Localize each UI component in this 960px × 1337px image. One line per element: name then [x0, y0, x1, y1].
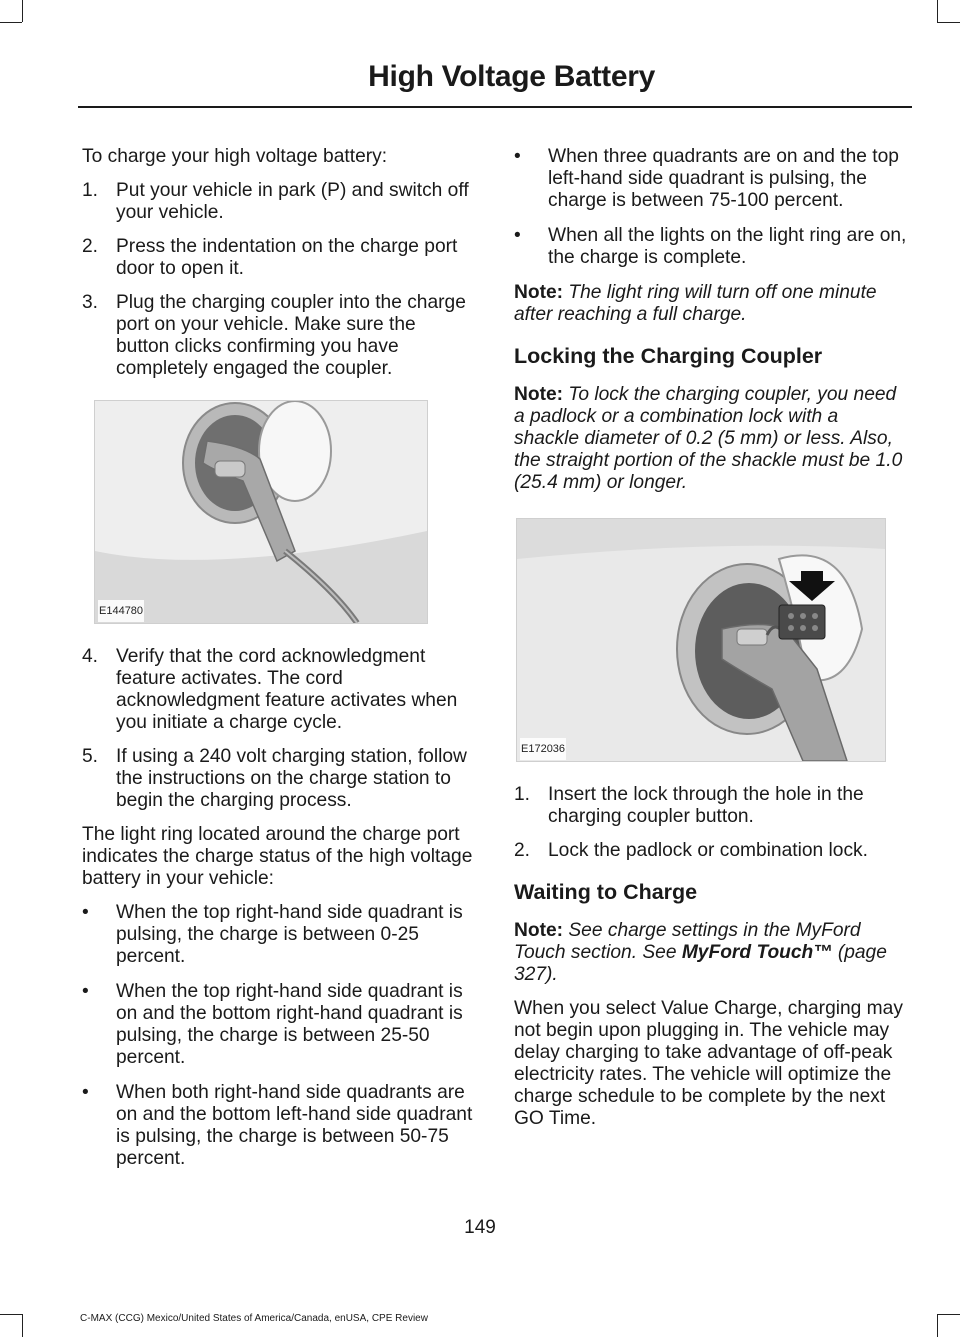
step-text: Insert the lock through the hole in the charging coupler button.: [548, 784, 864, 827]
section-heading: Locking the Charging Coupler: [514, 344, 823, 368]
list-item-text: When all the lights on the light ring are on, the charge is complete.: [548, 225, 907, 268]
note-label: Note:: [514, 384, 564, 405]
step-text: Lock the padlock or combination lock.: [548, 840, 868, 861]
step-number: 1.: [82, 180, 99, 201]
crop-mark: [22, 0, 23, 22]
list-item-text: When both right-hand side quadrants are on and the bottom left-hand side quadrant is pulsing, the charge is between 50-75 percent.: [116, 1082, 473, 1169]
charging-coupler-image: [95, 401, 427, 623]
charge-port-illustration: [94, 400, 428, 624]
step-number: 5.: [82, 746, 99, 767]
section-heading: Waiting to Charge: [514, 880, 698, 904]
step-item: [82, 292, 474, 380]
page-number: 149: [464, 1217, 496, 1238]
step-text: Put your vehicle in park (P) and switch off your vehicle.: [116, 180, 469, 223]
note-text: The light ring will turn off one minute after reaching a full charge.: [514, 282, 877, 325]
body-paragraph: When you select Value Charge, charging may not begin upon plugging in. The vehicle may delay charging to take advantage of off-peak electricity rates. The vehicle will optimize the charge schedule to be complete by the next GO Time.: [514, 998, 903, 1129]
crop-mark: [22, 1314, 23, 1337]
list-item-text: When the top right-hand side quadrant is pulsing, the charge is between 0-25 percent.: [116, 902, 463, 967]
crop-mark: [937, 1314, 960, 1315]
list-item: • When three quadrants are on and the top left-hand side quadrant is pulsing, the charge is between 75-100 percent.: [514, 146, 899, 211]
list-item: • When all the lights on the light ring are on, the charge is complete.: [514, 225, 907, 268]
figure-label: E172036: [520, 738, 566, 760]
step-item: [82, 646, 474, 734]
list-item: • When both right-hand side quadrants are on and the bottom left-hand side quadrant is pulsing, the charge is between 50-75 percent.: [82, 1082, 473, 1169]
step-text: Verify that the cord acknowledgment feature activates. The cord acknowledgment feature activates when you initiate a charge cycle.: [116, 646, 458, 733]
padlock-illustration: [516, 518, 886, 762]
step-number: 2.: [514, 840, 531, 861]
page-title: High Voltage Battery: [368, 60, 655, 93]
note-text: (page 327).: [514, 942, 887, 985]
list-item: • When the top right-hand side quadrant is on and the bottom right-hand quadrant is pulsing, the charge is between 25-50 percent.: [82, 981, 463, 1068]
step-text: Plug the charging coupler into the charge port on your vehicle. Make sure the button clicks confirming you have completely engaged the coupler.: [116, 292, 466, 379]
footer-text: C-MAX (CCG) Mexico/United States of America/Canada, enUSA, CPE Review: [80, 1313, 428, 1324]
header-rule: [78, 106, 912, 108]
note-label: Note:: [514, 282, 564, 303]
step-item: [82, 236, 474, 280]
list-item-text: When three quadrants are on and the top left-hand side quadrant is pulsing, the charge is between 75-100 percent.: [548, 146, 899, 211]
crop-mark: [937, 0, 938, 22]
list-item-text: When the top right-hand side quadrant is on and the bottom right-hand quadrant is pulsing, the charge is between 25-50 percent.: [116, 981, 463, 1068]
step-item: [82, 746, 474, 812]
note-label: Note:: [514, 920, 564, 941]
light-ring-intro: The light ring located around the charge port indicates the charge status of the high voltage battery in your vehicle:: [82, 824, 473, 889]
step-item: [514, 840, 908, 862]
crop-mark: [937, 22, 960, 23]
note-text: To lock the charging coupler, you need a padlock or a combination lock with a shackle diameter of 0.2 (5 mm) or less. Also, the straight portion of the shackle must be 1.0 (25.4 mm) or longer.: [514, 384, 903, 493]
step-number: 3.: [82, 292, 99, 313]
figure-label: E144780: [98, 600, 144, 622]
step-item: [514, 784, 908, 828]
note: [514, 384, 908, 494]
padlock-coupler-image: [517, 519, 885, 761]
step-number: 4.: [82, 646, 99, 667]
step-item: [82, 180, 474, 224]
step-number: 1.: [514, 784, 531, 805]
note-text: See charge settings in the MyFord Touch section. See: [514, 920, 861, 963]
note: [514, 282, 908, 326]
crop-mark: [937, 1314, 938, 1337]
step-number: 2.: [82, 236, 99, 257]
list-item: • When the top right-hand side quadrant is pulsing, the charge is between 0-25 percent.: [82, 902, 463, 967]
right-column: [514, 146, 908, 1142]
note: [514, 920, 908, 986]
crop-mark: [0, 1314, 22, 1315]
step-text: If using a 240 volt charging station, follow the instructions on the charge station to begin the charging process.: [116, 746, 467, 811]
step-text: Press the indentation on the charge port door to open it.: [116, 236, 458, 279]
crop-mark: [0, 22, 22, 23]
intro-text: To charge your high voltage battery:: [82, 146, 388, 167]
cross-reference-link[interactable]: MyFord Touch™: [681, 942, 833, 963]
left-column: [82, 146, 474, 1183]
